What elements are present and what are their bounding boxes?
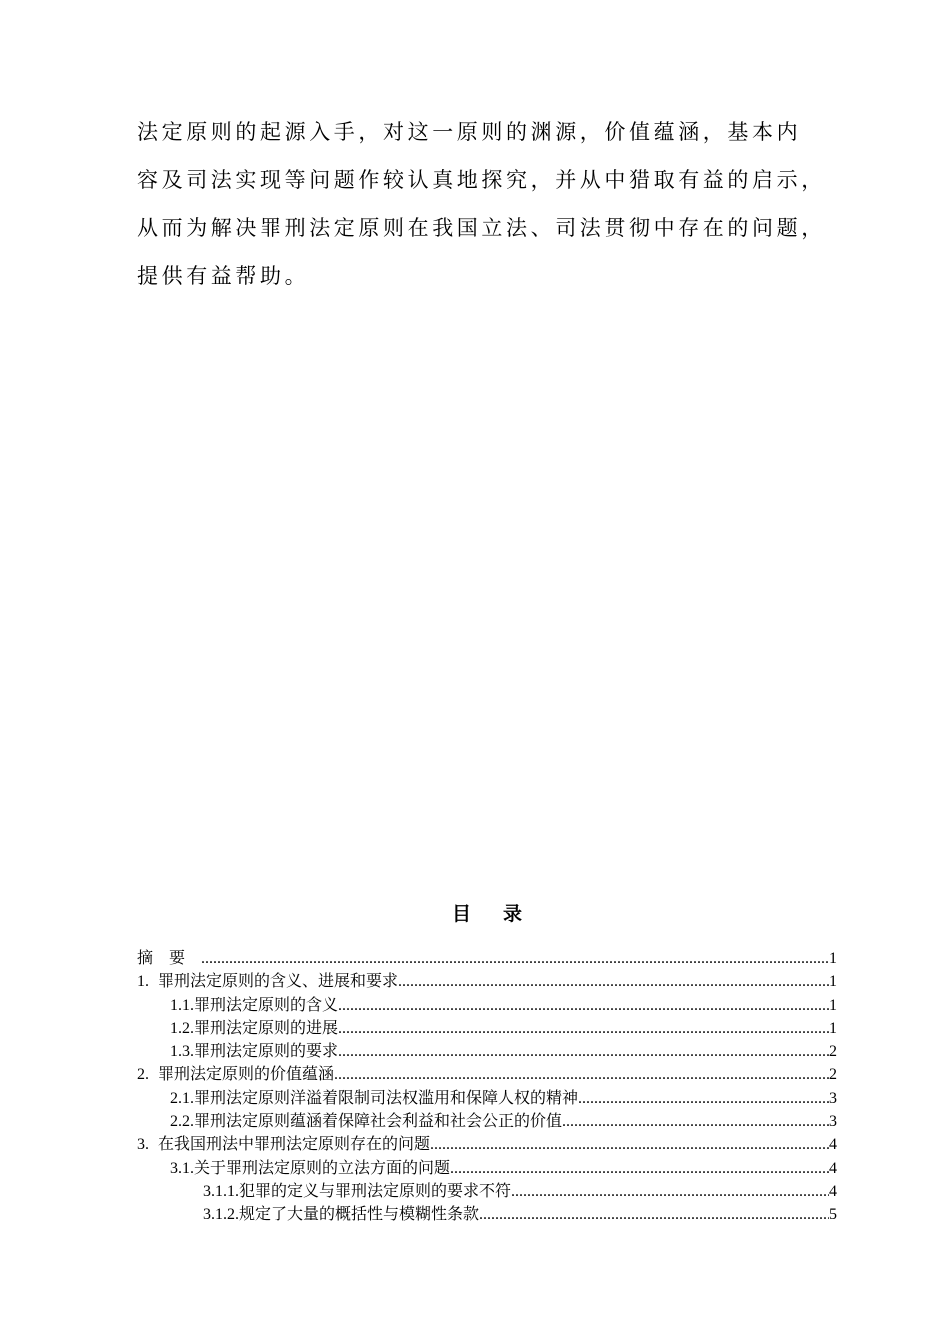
toc-title: 目录 bbox=[451, 903, 554, 925]
toc-entry-label: 罪刑法定原则的价值蕴涵 bbox=[158, 1066, 335, 1084]
toc-entry-3-1[interactable] bbox=[137, 1157, 837, 1180]
toc-entry-1[interactable] bbox=[137, 970, 837, 993]
toc-entry-label: 罪刑法定原则的进展 bbox=[194, 1019, 339, 1037]
toc-entry-page: 1 bbox=[829, 1019, 837, 1037]
intro-line: 从而为解决罪刑法定原则在我国立法、司法贯彻中存在的问题， bbox=[137, 216, 826, 240]
toc-entry-page: 4 bbox=[829, 1182, 837, 1200]
toc-entry-page: 1 bbox=[829, 996, 837, 1014]
toc-entry-label: 关于罪刑法定原则的立法方面的问题 bbox=[194, 1159, 451, 1177]
toc-leader-dots bbox=[338, 994, 829, 1017]
toc-entry-3[interactable] bbox=[137, 1133, 837, 1156]
toc-leader-dots bbox=[450, 1157, 829, 1180]
toc-entry-page: 5 bbox=[829, 1206, 837, 1224]
toc-leader-dots bbox=[398, 970, 829, 993]
toc-entry-number: 3.1. bbox=[170, 1159, 194, 1177]
toc-entry-page: 3 bbox=[829, 1113, 837, 1131]
toc-entry-abstract[interactable] bbox=[137, 947, 837, 970]
intro-paragraph bbox=[137, 108, 867, 300]
toc-entry-label: 罪刑法定原则的含义、进展和要求 bbox=[158, 973, 399, 991]
toc-leader-dots bbox=[511, 1180, 829, 1203]
toc-entry-label: 罪刑法定原则蕴涵着保障社会利益和社会公正的价值 bbox=[194, 1113, 563, 1131]
toc-entry-page: 4 bbox=[829, 1136, 837, 1154]
toc-leader-dots bbox=[201, 947, 829, 970]
toc-entry-number: 1. bbox=[137, 973, 149, 991]
toc-entry-label: 摘要 bbox=[137, 950, 202, 967]
toc-entry-page: 4 bbox=[829, 1159, 837, 1177]
toc-entry-page: 2 bbox=[829, 1043, 837, 1061]
toc-leader-dots bbox=[430, 1133, 829, 1156]
toc-entry-label: 罪刑法定原则洋溢着限制司法权滥用和保障人权的精神 bbox=[194, 1089, 579, 1107]
intro-line: 提供有益帮助。 bbox=[137, 264, 310, 288]
toc-entry-2[interactable] bbox=[137, 1063, 837, 1086]
toc-leader-dots bbox=[338, 1040, 829, 1063]
toc-entry-number: 3. bbox=[137, 1136, 149, 1154]
toc-entry-3-1-1[interactable] bbox=[137, 1180, 837, 1203]
toc-entry-number: 1.1. bbox=[170, 996, 194, 1014]
toc-entry-page: 1 bbox=[829, 973, 837, 991]
toc-entry-number: 2.1. bbox=[170, 1089, 194, 1107]
toc-entry-number: 1.2. bbox=[170, 1019, 194, 1037]
toc-entry-1-3[interactable] bbox=[137, 1040, 837, 1063]
intro-line: 法定原则的起源入手，对这一原则的渊源，价值蕴涵，基本内 bbox=[137, 120, 802, 144]
toc-entry-number: 2.2. bbox=[170, 1113, 194, 1131]
toc-entry-label: 罪刑法定原则的含义 bbox=[194, 996, 339, 1014]
toc-entry-label: 犯罪的定义与罪刑法定原则的要求不符 bbox=[239, 1182, 512, 1200]
toc-entry-page: 2 bbox=[829, 1066, 837, 1084]
toc-entry-label: 罪刑法定原则的要求 bbox=[194, 1043, 339, 1061]
toc-leader-dots bbox=[578, 1087, 829, 1110]
toc-leader-dots bbox=[334, 1063, 829, 1086]
toc-entry-label: 规定了大量的概括性与模糊性条款 bbox=[239, 1206, 480, 1224]
toc-leader-dots bbox=[562, 1110, 829, 1133]
toc-entry-2-2[interactable] bbox=[137, 1110, 837, 1133]
intro-line: 容及司法实现等问题作较认真地探究，并从中猎取有益的启示， bbox=[137, 168, 826, 192]
toc-entry-number: 3.1.2. bbox=[203, 1206, 239, 1224]
toc-leader-dots bbox=[338, 1017, 829, 1040]
toc-leader-dots bbox=[479, 1203, 829, 1226]
toc-entry-number: 3.1.1. bbox=[203, 1182, 239, 1200]
table-of-contents bbox=[137, 947, 837, 1227]
toc-entry-number: 1.3. bbox=[170, 1043, 194, 1061]
toc-entry-page: 3 bbox=[829, 1089, 837, 1107]
toc-entry-number: 2. bbox=[137, 1066, 149, 1084]
toc-entry-2-1[interactable] bbox=[137, 1087, 837, 1110]
toc-entry-3-1-2[interactable] bbox=[137, 1203, 837, 1226]
toc-entry-page: 1 bbox=[829, 950, 837, 967]
toc-entry-1-2[interactable] bbox=[137, 1017, 837, 1040]
toc-entry-label: 在我国刑法中罪刑法定原则存在的问题 bbox=[158, 1136, 431, 1154]
toc-entry-1-1[interactable] bbox=[137, 994, 837, 1017]
